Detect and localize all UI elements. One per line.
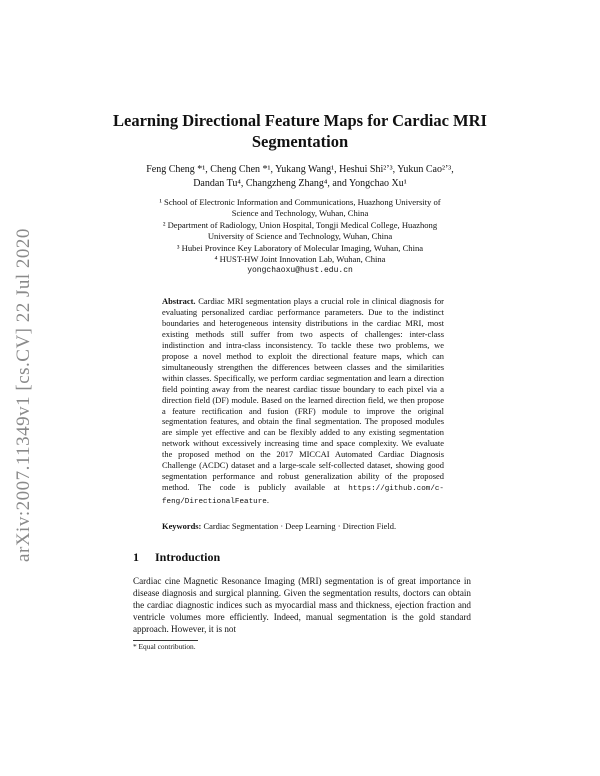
section-heading — [133, 550, 473, 565]
author-list — [125, 163, 475, 191]
author-line: Feng Cheng *¹, Cheng Chen *¹, Yukang Wang¹, Heshui Shi²ʼ³, Yukun Cao²ʼ³, — [146, 164, 454, 175]
abstract-text: Cardiac MRI segmentation plays a crucial role in clinical diagnosis for evaluating personalized cardiac performance parameters. Due to the indistinct boundaries and heterogeneous intensity distributions in the cardiac MRI, most existing methods still suffer from two aspects of challenges: inter-class indistinction and intra-class inconsistency. To tackle these two problems, we propose a novel method to exploit the directional feature maps, which can simultaneously strengthen the differences between classes and the similarities within classes. Specifically, we perform cardiac segmentation and learn a direction field pointing away from the nearest cardiac tissue boundary to each pixel via a direction field (DF) module. Based on the learned direction field, we then propose a feature rectification and fusion (FRF) module to improve the original segmentation features, and obtain the final segmentation. The proposed modules are simple yet effective and can be flexibly added to any existing segmentation network without excessively increasing time and space complexity. We evaluate the proposed method on the 2017 MICCAI Automated Cardiac Diagnosis Challenge (ACDC) dataset and a large-scale self-collected dataset, showing good segmentation performance and robust generalization ability of the proposed method. The code is publicly available at — [162, 296, 444, 493]
footnote: * Equal contribution. — [133, 642, 196, 651]
paper-title: Learning Directional Feature Maps for Cardiac MRI Segmentation — [113, 111, 487, 151]
author-line: Dandan Tu⁴, Changzheng Zhang⁴, and Yongchao Xu¹ — [193, 178, 407, 189]
intro-paragraph: Cardiac cine Magnetic Resonance Imaging (MRI) segmentation is of great importance in disease diagnosis and surgical planning. Given the segmentation results, doctors can obtain the cardiac diagnostic indices such as myocardial mass and thickness, ejection fraction and ventricle volumes more efficiently. Indeed, manual segmentation is the gold standard approach. However, it is not — [133, 576, 471, 634]
keywords-text: Cardiac Segmentation · Deep Learning · Direction Field. — [203, 521, 397, 531]
affiliation-list — [150, 197, 450, 277]
contact-email[interactable]: yongchaoxu@hust.edu.cn — [247, 266, 353, 276]
section-title: Introduction — [155, 550, 221, 564]
keywords — [162, 521, 462, 532]
abstract-label: Abstract. — [162, 296, 196, 306]
keywords-label: Keywords: — [162, 521, 202, 531]
abstract-tail: . — [266, 495, 269, 506]
affiliation: ⁴ HUST-HW Joint Innovation Lab, Wuhan, China — [214, 254, 386, 265]
section-number: 1 — [133, 550, 139, 564]
arxiv-stamp — [8, 210, 40, 580]
affiliation: ² Department of Radiology, Union Hospital, Tongji Medical College, Huazhong University of Science and Technology, Wuhan, China — [162, 219, 438, 242]
arxiv-stamp-text: arXiv:2007.11349v1 [cs.CV] 22 Jul 2020 — [13, 228, 34, 562]
abstract — [162, 296, 444, 508]
affiliation: ³ Hubei Province Key Laboratory of Molecular Imaging, Wuhan, China — [176, 242, 424, 253]
footnote-rule — [133, 640, 198, 641]
code-link[interactable]: https://github.com/c-feng/DirectionalFeature — [162, 485, 444, 507]
affiliation: ¹ School of Electronic Information and Communications, Huazhong University of Science and Technology, Wuhan, China — [159, 197, 441, 219]
